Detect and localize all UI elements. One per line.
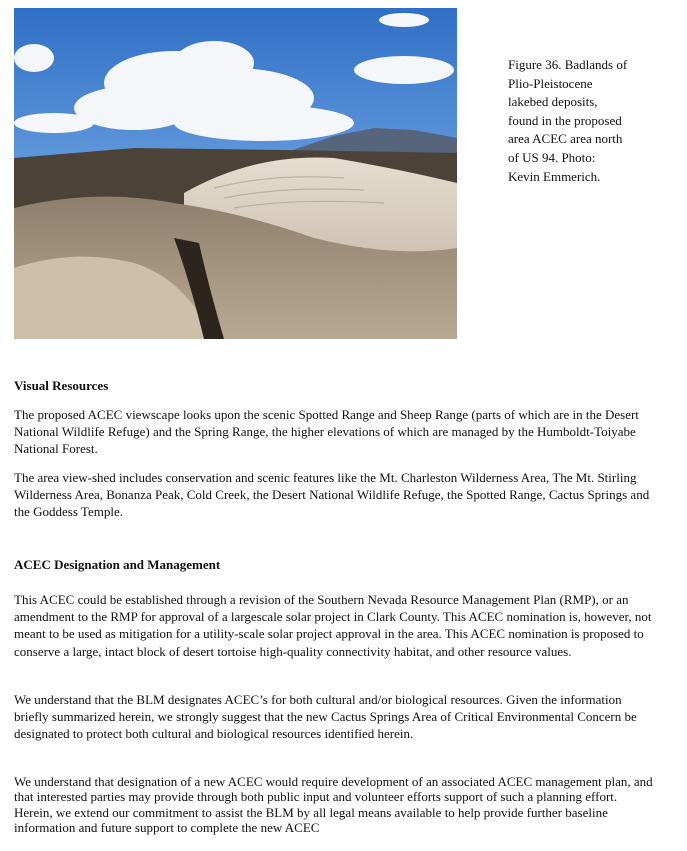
visual-resources-paragraph: The proposed ACEC viewscape looks upon the scenic Spotted Range and Sheep Range (parts of which are in the Desert National Wildlife Refuge) and the Spring Range, the higher elevations of which are managed by the Humboldt-Toiyabe National Forest. (14, 407, 639, 456)
designation-paragraph: We understand that the BLM designates ACEC’s for both cultural and/or biological resources. Given the information briefly summarized herein, we strongly suggest that the new Cactus Springs Area of Critical Environmental Concern be designated to protect both cultural and biological resources identified herein. (14, 692, 637, 742)
figure-caption: Figure 36. Badlands of Plio-Pleistocene lakebed deposits, found in the proposed area ACEC area north of US 94. Photo: Kevin Emmerich. (508, 57, 628, 184)
acec-designation-heading: ACEC Designation and Management (14, 557, 221, 572)
badlands-photo (14, 8, 457, 339)
visual-resources-heading: Visual Resources (14, 378, 109, 393)
designation-paragraph: We understand that designation of a new ACEC would require development of an associated ACEC management plan, and that interested parties may provide through both public input and volunteer efforts support of such a planning effort. Herein, we extend our commitment to assist the BLM by all legal means available to help provide further baseline information and future support to complete the new ACEC (14, 774, 653, 836)
section-container (14, 470, 654, 520)
section-container (14, 557, 654, 574)
section-container (14, 591, 654, 660)
badlands-photo-illustration (14, 8, 457, 339)
designation-paragraph: This ACEC could be established through a revision of the Southern Nevada Resource Management Plan (RMP), or an amendment to the RMP for approval of a largescale solar project in Clark County. This ACEC nomination is, however, not meant to be used as mitigation for a utility-scale solar project approval in the area. This ACEC nomination is proposed to conserve a large, intact block of desert tortoise high-quality connectivity habitat, and other resource values. (14, 592, 652, 659)
visual-resources-paragraph: The area view-shed includes conservation and scenic features like the Mt. Charleston Wilderness Area, The Mt. Stirling Wilderness Area, Bonanza Peak, Cold Creek, the Desert National Wildlife Refuge, the Spotted Range, Cactus Springs and the Goddess Temple. (14, 470, 650, 519)
section-container (14, 774, 654, 836)
section-container (14, 407, 654, 457)
section-container (14, 691, 654, 743)
section-container (14, 378, 654, 395)
